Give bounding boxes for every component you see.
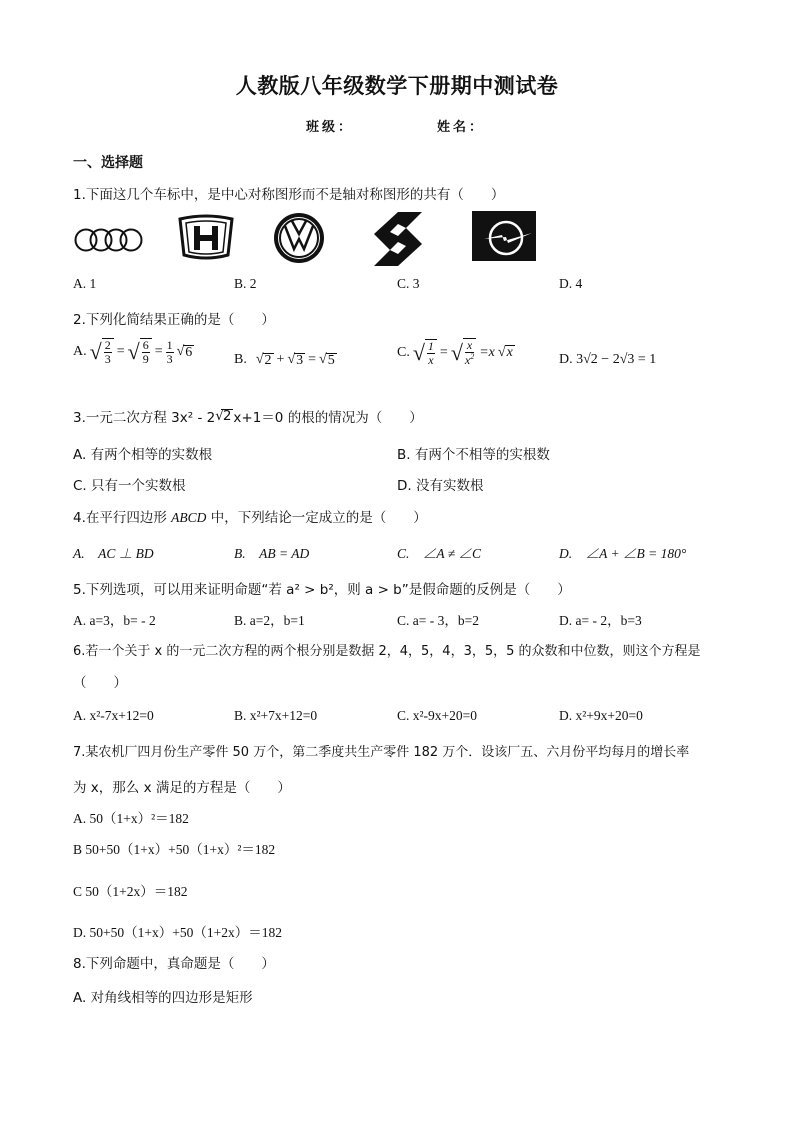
fraction — [425, 339, 437, 367]
q3-option-a: A. 有两个相等的实数根 — [73, 447, 213, 463]
q6-option-d: D. x²+9x+20=0 — [559, 708, 643, 723]
q5-option-b: B. a=2，b=1 — [234, 613, 305, 628]
q3-option-d: D. 没有实数根 — [397, 478, 484, 494]
q3-text-part: x+1＝0 的根的情况为（ ） — [233, 410, 423, 426]
suzuki-logo-icon — [370, 210, 426, 268]
fraction — [463, 338, 476, 367]
q4-figure-name: ABCD — [171, 510, 207, 525]
question-1: 1.下面这几个车标中，是中心对称图形而不是轴对称图形的共有（ ） — [73, 187, 505, 203]
q6-option-a: A. x²-7x+12=0 — [73, 708, 154, 723]
question-7: 7.某农机厂四月份生产零件 50 万个，第二季度共生产零件 182 万个．设该厂五、六月份平均每月的增长率 — [73, 745, 690, 760]
honda-logo-icon — [176, 213, 236, 263]
denominator — [465, 353, 474, 367]
q4-text-part: 中，下列结论一定成立的是（ ） — [206, 510, 427, 526]
base: x — [464, 353, 471, 368]
radicand: 5 — [327, 352, 335, 368]
denominator: x — [428, 352, 434, 367]
radicand: x — [506, 345, 513, 361]
denominator: 9 — [142, 352, 149, 367]
fraction — [166, 339, 174, 366]
q2-option-b: B. √ 2 + √ 3 = √ 5 — [234, 352, 335, 368]
q1-option-d: D. 4 — [559, 276, 583, 291]
question-7-line2: 为 x，那么 x 满足的方程是（ ） — [73, 780, 291, 796]
volkswagen-logo-icon — [272, 211, 326, 265]
question-8: 8.下列命题中，真命题是（ ） — [73, 956, 275, 972]
sqrt-sign: √ — [450, 339, 463, 365]
question-5: 5.下列选项，可以用来证明命题“若 a² > b²，则 a > b”是假命题的反例是（ ） — [73, 582, 571, 598]
option-label: B. — [234, 352, 247, 367]
question-2: 2.下列化简结果正确的是（ ） — [73, 312, 275, 328]
exponent: 2 — [470, 352, 475, 362]
page-title: 人教版八年级数学下册期中测试卷 — [235, 74, 559, 98]
q4-option-c: C. ∠A ≠ ∠C — [397, 546, 482, 561]
q1-option-b: B. 2 — [234, 276, 257, 291]
q1-option-c: C. 3 — [397, 276, 420, 291]
q2-option-a: A. √ $\frac{2}{3}$ = √ $\frac{6}{9}$ = $\frac{1}{3}$ √ 6 — [73, 337, 193, 367]
q5-option-d: D. a= - 2，b=3 — [559, 613, 642, 628]
radicand: 2 — [264, 352, 272, 368]
opel-logo-icon — [472, 211, 536, 261]
q4-option-d: D. ∠A + ∠B = 180° — [559, 546, 687, 561]
numerator: 6 — [142, 338, 149, 352]
q2-option-d: D. 3√2 − 2√3 = 1 — [559, 352, 657, 367]
q7-option-a: A. 50（1+x）²＝182 — [73, 811, 189, 826]
q6-option-b: B. x²+7x+12=0 — [234, 708, 318, 723]
equals-x: =x — [479, 344, 495, 360]
q2-option-c: C. √ $\frac{1}{x}$ = √ $\frac{x}{x^2}$ =x √ x — [397, 338, 513, 368]
question-3: 3.一元二次方程 3x² - 2 √ 2 x+1＝0 的根的情况为（ ） — [73, 407, 423, 426]
q7-option-d: D. 50+50（1+x）+50（1+2x）＝182 — [73, 925, 282, 940]
q7-option-c: C 50（1+2x）＝182 — [73, 884, 188, 899]
class-label: 班级： — [306, 120, 355, 135]
q8-option-a: A. 对角线相等的四边形是矩形 — [73, 990, 253, 1006]
radicand: 2 — [222, 407, 232, 424]
audi-logo-icon — [73, 222, 145, 258]
denominator: 3 — [104, 352, 111, 367]
numerator: x — [466, 338, 473, 352]
q4-option-b: B. AB = AD — [234, 546, 310, 561]
q3-option-b: B. 有两个不相等的实根数 — [397, 447, 550, 463]
name-label: 姓名： — [437, 120, 486, 135]
question-6-blank: （ ） — [73, 675, 127, 691]
operator: = — [308, 352, 317, 367]
denominator: 3 — [166, 351, 173, 366]
q5-option-c: C. a= - 3，b=2 — [397, 613, 479, 628]
numerator: 1 — [166, 337, 173, 352]
option-label: C. — [397, 344, 410, 360]
q7-option-b: B 50+50（1+x）+50（1+x）²＝182 — [73, 842, 276, 857]
q3-option-c: C. 只有一个实数根 — [73, 478, 186, 494]
sqrt-sign: √ — [89, 339, 102, 365]
sqrt-sign: √ — [412, 339, 425, 365]
q4-text-part: 4.在平行四边形 — [73, 510, 172, 526]
q6-option-c: C. x²-9x+20=0 — [397, 708, 478, 723]
numerator: 2 — [104, 338, 111, 352]
q3-text-part: 3.一元二次方程 3x² - 2 — [73, 410, 216, 426]
radicand: 3 — [296, 352, 304, 368]
numerator: 1 — [427, 338, 434, 353]
fraction — [102, 338, 114, 366]
fraction — [140, 338, 152, 366]
sqrt-sign: √ — [127, 339, 140, 365]
q1-option-a: A. 1 — [73, 276, 97, 291]
q4-option-a: A. AC ⊥ BD — [73, 546, 154, 561]
radicand: 6 — [185, 344, 193, 360]
question-6: 6.若一个关于 x 的一元二次方程的两个根分别是数据 2，4，5，4，3，5，5 的众数和中位数，则这个方程是 — [73, 644, 701, 659]
option-label: A. — [73, 344, 87, 360]
q5-option-a: A. a=3，b= - 2 — [73, 613, 156, 628]
section-heading: 一、选择题 — [73, 155, 143, 171]
operator: + — [276, 352, 285, 367]
question-4 — [73, 506, 427, 526]
